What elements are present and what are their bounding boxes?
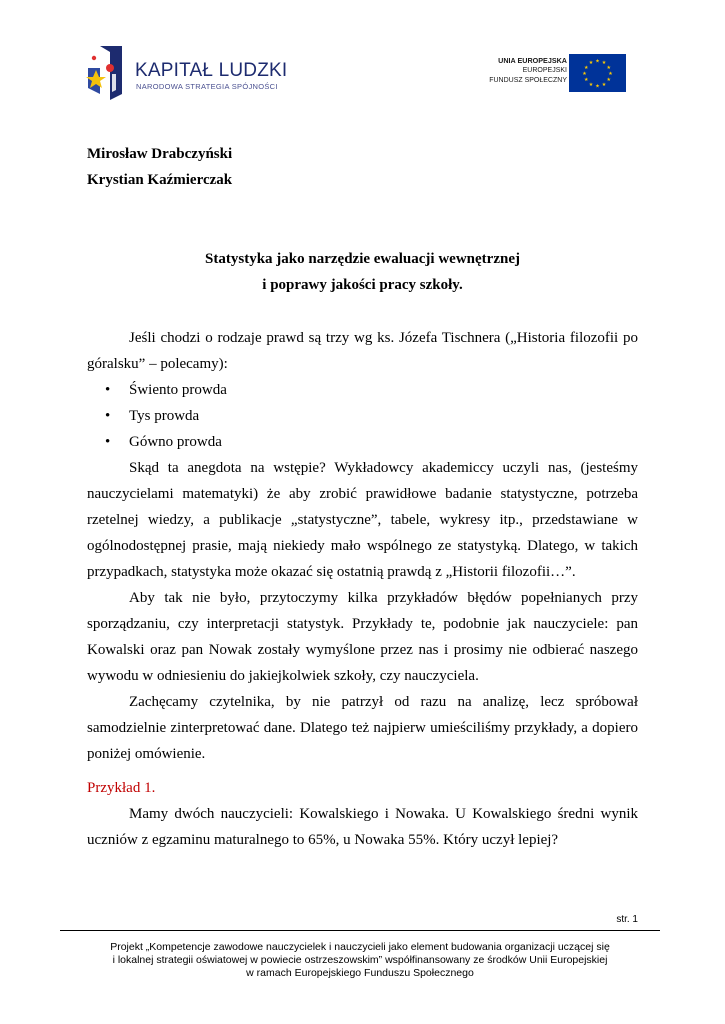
example-1 <box>87 775 638 853</box>
author-2: Krystian Kaźmierczak <box>87 172 233 188</box>
footer-line3: w ramach Europejskiego Funduszu Społecznego <box>246 967 474 979</box>
list-item-text: Tys prowda <box>129 408 200 424</box>
eu-logo-line2: EUROPEJSKI <box>522 67 567 74</box>
list-item-text: Świento prowda <box>129 382 227 398</box>
list-item-text: Gówno prowda <box>129 434 222 450</box>
list-item <box>87 377 638 403</box>
svg-text:★: ★ <box>601 81 607 88</box>
document-title-line2: i poprawy jakości pracy szkoły. <box>262 277 463 293</box>
intro-paragraph: Jeśli chodzi o rodzaje prawd są trzy wg ks. Józefa Tischnera („Historia filozofii po góralsku” – polecamy): <box>87 330 638 372</box>
footer-line1: Projekt „Kompetencje zawodowe nauczycielek i nauczycieli jako element budowania organizacji uczącej się <box>110 941 610 953</box>
eu-logo <box>470 54 630 94</box>
list-item <box>87 429 638 455</box>
list-item <box>87 403 638 429</box>
paragraph-encouragement: Zachęcamy czytelnika, by nie patrzył od razu na analizę, lecz spróbował samodzielnie zinterpretować dane. Dlatego też najpierw umieściliśmy przykłady, a dopiero poniżej omówienie. <box>87 694 638 762</box>
paragraph-anecdote: Skąd ta anegdota na wstępie? Wykładowcy akademiccy uczyli nas, (jesteśmy nauczycielami matematyki) że aby zrobić prawidłowe badanie statystyczne, potrzeba rzetelnej wiedzy, a publikacje „statystyczne”, tabele, wykresy itp., przedstawiane w ogólnodostępnej prasie, mają niekiedy mało wspólnego ze statystyką. Dlatego, w takich przypadkach, statystyka może okazać się ostatnią prawdą z „Historii filozofii…”. <box>87 460 638 580</box>
body-text <box>87 325 638 767</box>
kapital-ludzki-subtitle: NARODOWA STRATEGIA SPÓJNOŚCI <box>136 82 278 91</box>
footer-line2: i lokalnej strategii oświatowej w powiecie ostrzeszowskim” współfinansowany ze środków Unii Europejskiej <box>112 954 608 966</box>
svg-text:★: ★ <box>595 83 600 90</box>
eu-logo-line3: FUNDUSZ SPOŁECZNY <box>489 77 567 84</box>
bullet-icon: • <box>105 434 111 450</box>
example-1-heading: Przykład 1. <box>87 780 156 796</box>
page-number: str. 1 <box>616 914 638 925</box>
svg-text:★: ★ <box>595 58 600 65</box>
svg-text:★: ★ <box>601 60 607 67</box>
author-1: Mirosław Drabczyński <box>87 146 233 162</box>
svg-text:★: ★ <box>583 77 589 84</box>
footer <box>60 941 660 980</box>
kapital-ludzki-emblem-icon <box>86 44 126 100</box>
bullet-icon: • <box>105 382 111 398</box>
eu-flag-icon <box>569 54 626 92</box>
eu-logo-line1: UNIA EUROPEJSKA <box>498 56 567 65</box>
kapital-ludzki-title: KAPITAŁ LUDZKI <box>135 60 288 81</box>
kapital-ludzki-logo <box>86 44 288 102</box>
svg-text:★: ★ <box>588 81 594 88</box>
svg-text:★: ★ <box>606 64 612 71</box>
svg-text:★: ★ <box>588 60 594 67</box>
document-title-line1: Statystyka jako narzędzie ewaluacji wewnętrznej <box>205 251 520 267</box>
svg-text:★: ★ <box>608 71 613 77</box>
svg-text:★: ★ <box>606 77 612 84</box>
paragraph-examples-intro: Aby tak nie było, przytoczymy kilka przykładów błędów popełnianych przy sporządzaniu, czy interpretacji statystyk. Przykłady te, podobnie jak nauczyciele: pan Kowalski oraz pan Nowak zostały wymyślone przez nas i prosimy nie odbierać naszego wywodu w odniesieniu do jakiejkolwiek szkoły, czy nauczyciela. <box>87 590 638 684</box>
truth-types-list <box>87 377 638 455</box>
svg-text:★: ★ <box>582 71 587 77</box>
example-1-text: Mamy dwóch nauczycieli: Kowalskiego i Nowaka. U Kowalskiego średni wynik uczniów z egzaminu maturalnego to 65%, u Nowaka 55%. Który uczył lepiej? <box>87 806 638 848</box>
footer-divider <box>60 930 660 931</box>
svg-text:★: ★ <box>583 64 589 71</box>
eu-logo-text <box>489 56 567 86</box>
bullet-icon: • <box>105 408 111 424</box>
